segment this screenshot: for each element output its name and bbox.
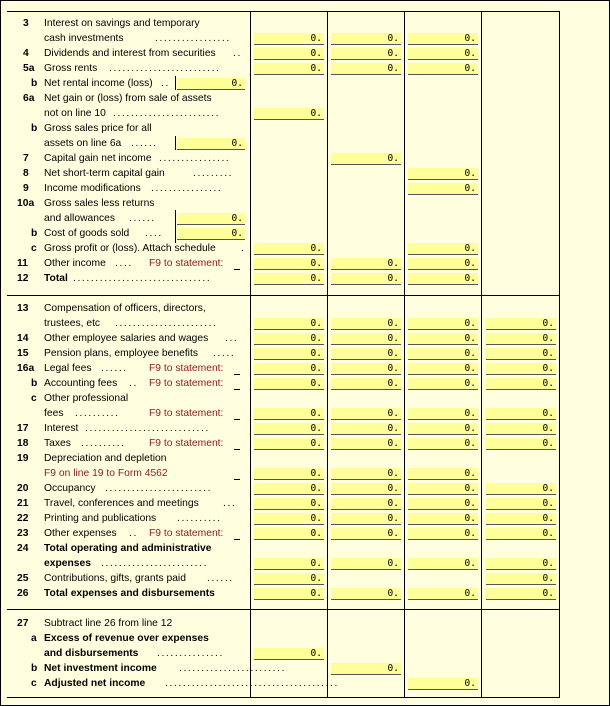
line4-col-c-field[interactable]: 0. (408, 48, 478, 60)
f9-statement-link[interactable]: F9 to statement: (149, 258, 224, 269)
line-number: 22 (17, 513, 29, 524)
line-number: b (31, 663, 38, 674)
line-number: 12 (17, 273, 29, 284)
line-label: Interest (44, 423, 79, 434)
line13-col-a-field[interactable]: 0. (254, 318, 324, 330)
line-number: 21 (17, 498, 29, 509)
line-label: Occupancy (44, 483, 96, 494)
line-number: 16a (17, 363, 35, 374)
line10b-field[interactable]: 0. (177, 228, 245, 240)
line-label: Gross profit or (loss). Attach schedule (44, 243, 216, 254)
line-label: expenses (44, 558, 91, 569)
line-label: Other employee salaries and wages (44, 333, 209, 344)
line19-col-b-field[interactable]: 0. (331, 468, 401, 480)
line11-col-a-field[interactable]: 0. (254, 258, 324, 270)
form-990pf-part-i: 3 Interest on savings and temporary cash investments ................. 0. 0. 0. 4 Dividends and interest from securities .. 0. 0. 0. 5a Gross rents ......................... 0. 0. 0. b Net rental income (loss) .. 0. 6a Net gain or (loss) from sale of assets not on line 10 ........................ 0. b Gross sales price for all assets on line 6a ...... 0. 7 Capital gain net income ................ 0. 8 Net short-term capital gain ......... 0. 9 Income modifications ................ 0. 10a Gross sales less returns and allowances ...... 0. b Cost of goods sold .... 0. c Gross profit or (loss). Attach schedule . 0. 0. 11 Other income .... F9 to statement: 0. 0. 0. 12 Total ............................... 0. 0. 0. 13 Compensation of officers, directors, trustees, etc ....................... 0. 0. 0. 0. 14 Other employee salaries and wages ... 0. 0. 0. 0. 15 Pension plans, employee benefits ..... 0. 0. 0. 0. 16a Legal fees ...... F9 to statement: 0. 0. 0. 0. b Accounting fees .. F9 to statement: 0. 0. 0. 0. c Other professional fees .......... F9 to statement: 0. 0. 0. 0. 17 Interest ............................ 0. 0. 0. 0. 18 Taxes .......... F9 to statement: 0. 0. 0. 0. 19 Depreciation and depletion F9 on line 19 to Form 4562 0. 0. 0. 20 Occupancy ........................ 0. 0. 0. 0. 21 Travel, conferences and meetings ... 0. 0. 0. 0. 22 Printing and publications .......... 0. 0. 0. 0. 23 Other expenses .. F9 to statement: 0. 0. 0. 0. 24 Total operating and administrative expenses ........................ 0. 0. 0. 0. 25 Contributions, gifts, grants paid ...... 0. 0. 26 Total expenses and disbursements 0. 0. 0. 0. 27 Subtract line 26 from line 12 a Excess of revenue over expenses and disbursements ............... 0. b Net investment income ........................ 0. c Adjusted net income ....................................... 0. (0, 0, 610, 706)
line17-col-c-field[interactable]: 0. (408, 423, 478, 435)
line21-col-d-field[interactable]: 0. (486, 498, 556, 510)
line-number: 27 (17, 618, 29, 629)
line-number: 24 (17, 543, 29, 554)
line-number: b (31, 228, 38, 239)
line21-col-b-field[interactable]: 0. (331, 498, 401, 510)
line-label: Gross sales price for all (44, 123, 152, 134)
line20-col-d-field[interactable]: 0. (486, 483, 556, 495)
line-number: 23 (17, 528, 29, 539)
line17-col-a-field[interactable]: 0. (254, 423, 324, 435)
line-number: 18 (17, 438, 29, 449)
line-number: 19 (17, 453, 29, 464)
line24-col-b-field[interactable]: 0. (331, 558, 401, 570)
line-number: c (31, 678, 37, 689)
line18-col-a-field[interactable]: 0. (254, 438, 324, 450)
line-number: 13 (17, 303, 29, 314)
line-label: Taxes (44, 438, 71, 449)
line24-col-d-field[interactable]: 0. (486, 558, 556, 570)
line-label: Cost of goods sold (44, 228, 130, 239)
line-label: Contributions, gifts, grants paid (44, 573, 186, 584)
line3-col-b-field[interactable]: 0. (331, 33, 401, 45)
line-number: 8 (23, 168, 29, 179)
line-label: Depreciation and depletion (44, 453, 167, 464)
line-number: c (31, 243, 37, 254)
line22-col-c-field[interactable]: 0. (408, 513, 478, 525)
line16a-col-d-field[interactable]: 0. (486, 363, 556, 375)
line-label: and allowances (44, 213, 115, 224)
line-number: 11 (17, 258, 28, 269)
line-label: Adjusted net income (44, 678, 146, 689)
line-label: Capital gain net income (44, 153, 152, 164)
col-divider-b (327, 11, 328, 697)
line-label: Interest on savings and temporary (44, 18, 200, 29)
line16a-col-b-field[interactable]: 0. (331, 363, 401, 375)
line15-col-a-field[interactable]: 0. (254, 348, 324, 360)
col-divider-a (250, 11, 251, 697)
line11-col-c-field[interactable]: 0. (408, 258, 478, 270)
section-divider (7, 11, 560, 12)
line-number: 25 (17, 573, 29, 584)
line-label: fees (44, 408, 64, 419)
line13-col-c-field[interactable]: 0. (408, 318, 478, 330)
line24-col-c-field[interactable]: 0. (408, 558, 478, 570)
line3-col-a-field[interactable]: 0. (254, 33, 324, 45)
line19-col-c-field[interactable]: 0. (408, 468, 478, 480)
line-number: 20 (17, 483, 29, 494)
line-label: Printing and publications (44, 513, 157, 524)
line23-col-c-field[interactable]: 0. (408, 528, 478, 540)
line10c-col-c-field[interactable]: 0. (408, 243, 478, 255)
line-label: trustees, etc (44, 318, 101, 329)
line14-col-b-field[interactable]: 0. (331, 333, 401, 345)
line-label: Total expenses and disbursements (44, 588, 215, 599)
line16a-col-a-field[interactable]: 0. (254, 363, 324, 375)
section-divider (7, 697, 560, 698)
line7-col-b-field[interactable]: 0. (331, 153, 401, 165)
line15-col-b-field[interactable]: 0. (331, 348, 401, 360)
line-number: 4 (23, 48, 29, 59)
line16a-col-c-field[interactable]: 0. (408, 363, 478, 375)
line15-col-c-field[interactable]: 0. (408, 348, 478, 360)
section-divider (7, 609, 560, 610)
line-label: not on line 10 (44, 108, 106, 119)
line-label: Accounting fees (44, 378, 118, 389)
line18-col-d-field[interactable]: 0. (486, 438, 556, 450)
line-label: Net investment income (44, 663, 157, 674)
line-number: 17 (17, 423, 29, 434)
line13-col-b-field[interactable]: 0. (331, 318, 401, 330)
line12-col-b-field[interactable]: 0. (331, 273, 401, 285)
line16c-col-d-field[interactable]: 0. (486, 408, 556, 420)
line-number: 15 (17, 348, 29, 359)
line26-col-b-field[interactable]: 0. (331, 588, 401, 600)
line-label: assets on line 6a (44, 138, 122, 149)
line16b-col-d-field[interactable]: 0. (486, 378, 556, 390)
line-label: Gross rents (44, 63, 98, 74)
line27b-col-b-field[interactable]: 0. (331, 663, 401, 675)
line17-col-d-field[interactable]: 0. (486, 423, 556, 435)
line16b-col-a-field[interactable]: 0. (254, 378, 324, 390)
line-number: 26 (17, 588, 29, 599)
line21-col-a-field[interactable]: 0. (254, 498, 324, 510)
line16b-col-b-field[interactable]: 0. (331, 378, 401, 390)
line3-col-c-field[interactable]: 0. (408, 33, 478, 45)
line4-col-a-field[interactable]: 0. (254, 48, 324, 60)
line15-col-d-field[interactable]: 0. (486, 348, 556, 360)
line24-col-a-field[interactable]: 0. (254, 558, 324, 570)
line5a-col-b-field[interactable]: 0. (331, 63, 401, 75)
line14-col-c-field[interactable]: 0. (408, 333, 478, 345)
line5b-field[interactable]: 0. (177, 78, 245, 90)
line-number: a (31, 633, 37, 644)
line-label: Other professional (44, 393, 129, 404)
line5a-col-c-field[interactable]: 0. (408, 63, 478, 75)
line-label: Pension plans, employee benefits (44, 348, 198, 359)
f9-statement-link[interactable]: F9 to statement: (149, 528, 224, 539)
line26-col-c-field[interactable]: 0. (408, 588, 478, 600)
line22-col-d-field[interactable]: 0. (486, 513, 556, 525)
f9-form-4562-link[interactable]: F9 on line 19 to Form 4562 (44, 468, 168, 479)
col-divider-e (559, 11, 560, 697)
line-number: 9 (23, 183, 29, 194)
line25-col-d-field[interactable]: 0. (486, 573, 556, 585)
line-label: Net gain or (loss) from sale of assets (44, 93, 212, 104)
line8-col-c-field[interactable]: 0. (408, 168, 478, 180)
line13-col-d-field[interactable]: 0. (486, 318, 556, 330)
line19-col-a-field[interactable]: 0. (254, 468, 324, 480)
line-label: Total (44, 273, 68, 284)
line-label: cash investments (44, 33, 124, 44)
line12-col-c-field[interactable]: 0. (408, 273, 478, 285)
line23-col-a-field[interactable]: 0. (254, 528, 324, 540)
line-label: Net rental income (loss) (44, 78, 153, 89)
line10c-col-a-field[interactable]: 0. (254, 243, 324, 255)
line14-col-a-field[interactable]: 0. (254, 333, 324, 345)
line20-col-c-field[interactable]: 0. (408, 483, 478, 495)
line17-col-b-field[interactable]: 0. (331, 423, 401, 435)
line27c-col-c-field[interactable]: 0. (408, 678, 478, 690)
line18-col-c-field[interactable]: 0. (408, 438, 478, 450)
line20-col-b-field[interactable]: 0. (331, 483, 401, 495)
line-number: 6a (23, 93, 35, 104)
line6b-field[interactable]: 0. (177, 138, 245, 150)
line20-col-a-field[interactable]: 0. (254, 483, 324, 495)
line-label: Dividends and interest from securities (44, 48, 216, 59)
line-label: Total operating and administrative (44, 543, 212, 554)
line16c-col-b-field[interactable]: 0. (331, 408, 401, 420)
line-number: b (31, 78, 38, 89)
line25-col-a-field[interactable]: 0. (254, 573, 324, 585)
section-divider (7, 295, 560, 296)
line11-col-b-field[interactable]: 0. (331, 258, 401, 270)
line-label: and disbursements (44, 648, 139, 659)
line22-col-b-field[interactable]: 0. (331, 513, 401, 525)
f9-statement-link[interactable]: F9 to statement: (149, 438, 224, 449)
f9-statement-link[interactable]: F9 to statement: (149, 408, 224, 419)
line16c-col-c-field[interactable]: 0. (408, 408, 478, 420)
line-number: 10a (17, 198, 35, 209)
line-label: Legal fees (44, 363, 92, 374)
line-number: 14 (17, 333, 29, 344)
f9-statement-link[interactable]: F9 to statement: (149, 363, 224, 374)
line27a-col-a-field[interactable]: 0. (254, 648, 324, 660)
line-label: Gross sales less returns (44, 198, 155, 209)
line16c-col-a-field[interactable]: 0. (254, 408, 324, 420)
line9-col-c-field[interactable]: 0. (408, 183, 478, 195)
line-number: b (31, 378, 38, 389)
line-label: Travel, conferences and meetings (44, 498, 199, 509)
line14-col-d-field[interactable]: 0. (486, 333, 556, 345)
line22-col-a-field[interactable]: 0. (254, 513, 324, 525)
line-number: 5a (23, 63, 35, 74)
line-label: Income modifications (44, 183, 141, 194)
line23-col-b-field[interactable]: 0. (331, 528, 401, 540)
line26-col-d-field[interactable]: 0. (486, 588, 556, 600)
col-divider-c (404, 11, 405, 697)
line-label: Excess of revenue over expenses (44, 633, 209, 644)
line-label: Compensation of officers, directors, (44, 303, 206, 314)
line26-col-a-field[interactable]: 0. (254, 588, 324, 600)
line21-col-c-field[interactable]: 0. (408, 498, 478, 510)
line-number: 3 (23, 18, 29, 29)
line-label: Subtract line 26 from line 12 (44, 618, 173, 629)
line4-col-b-field[interactable]: 0. (331, 48, 401, 60)
line16b-col-c-field[interactable]: 0. (408, 378, 478, 390)
line18-col-b-field[interactable]: 0. (331, 438, 401, 450)
line12-col-a-field[interactable]: 0. (254, 273, 324, 285)
line-label: Net short-term capital gain (44, 168, 165, 179)
line-label: Other expenses (44, 528, 117, 539)
line10a-field[interactable]: 0. (177, 213, 245, 225)
f9-statement-link[interactable]: F9 to statement: (149, 378, 224, 389)
line5a-col-a-field[interactable]: 0. (254, 63, 324, 75)
line-number: c (31, 393, 37, 404)
col-divider-d (481, 11, 482, 697)
line-label: Other income (44, 258, 106, 269)
line-number: 7 (23, 153, 29, 164)
line23-col-d-field[interactable]: 0. (486, 528, 556, 540)
line-number: b (31, 123, 38, 134)
line6a-col-a-field[interactable]: 0. (254, 108, 324, 120)
